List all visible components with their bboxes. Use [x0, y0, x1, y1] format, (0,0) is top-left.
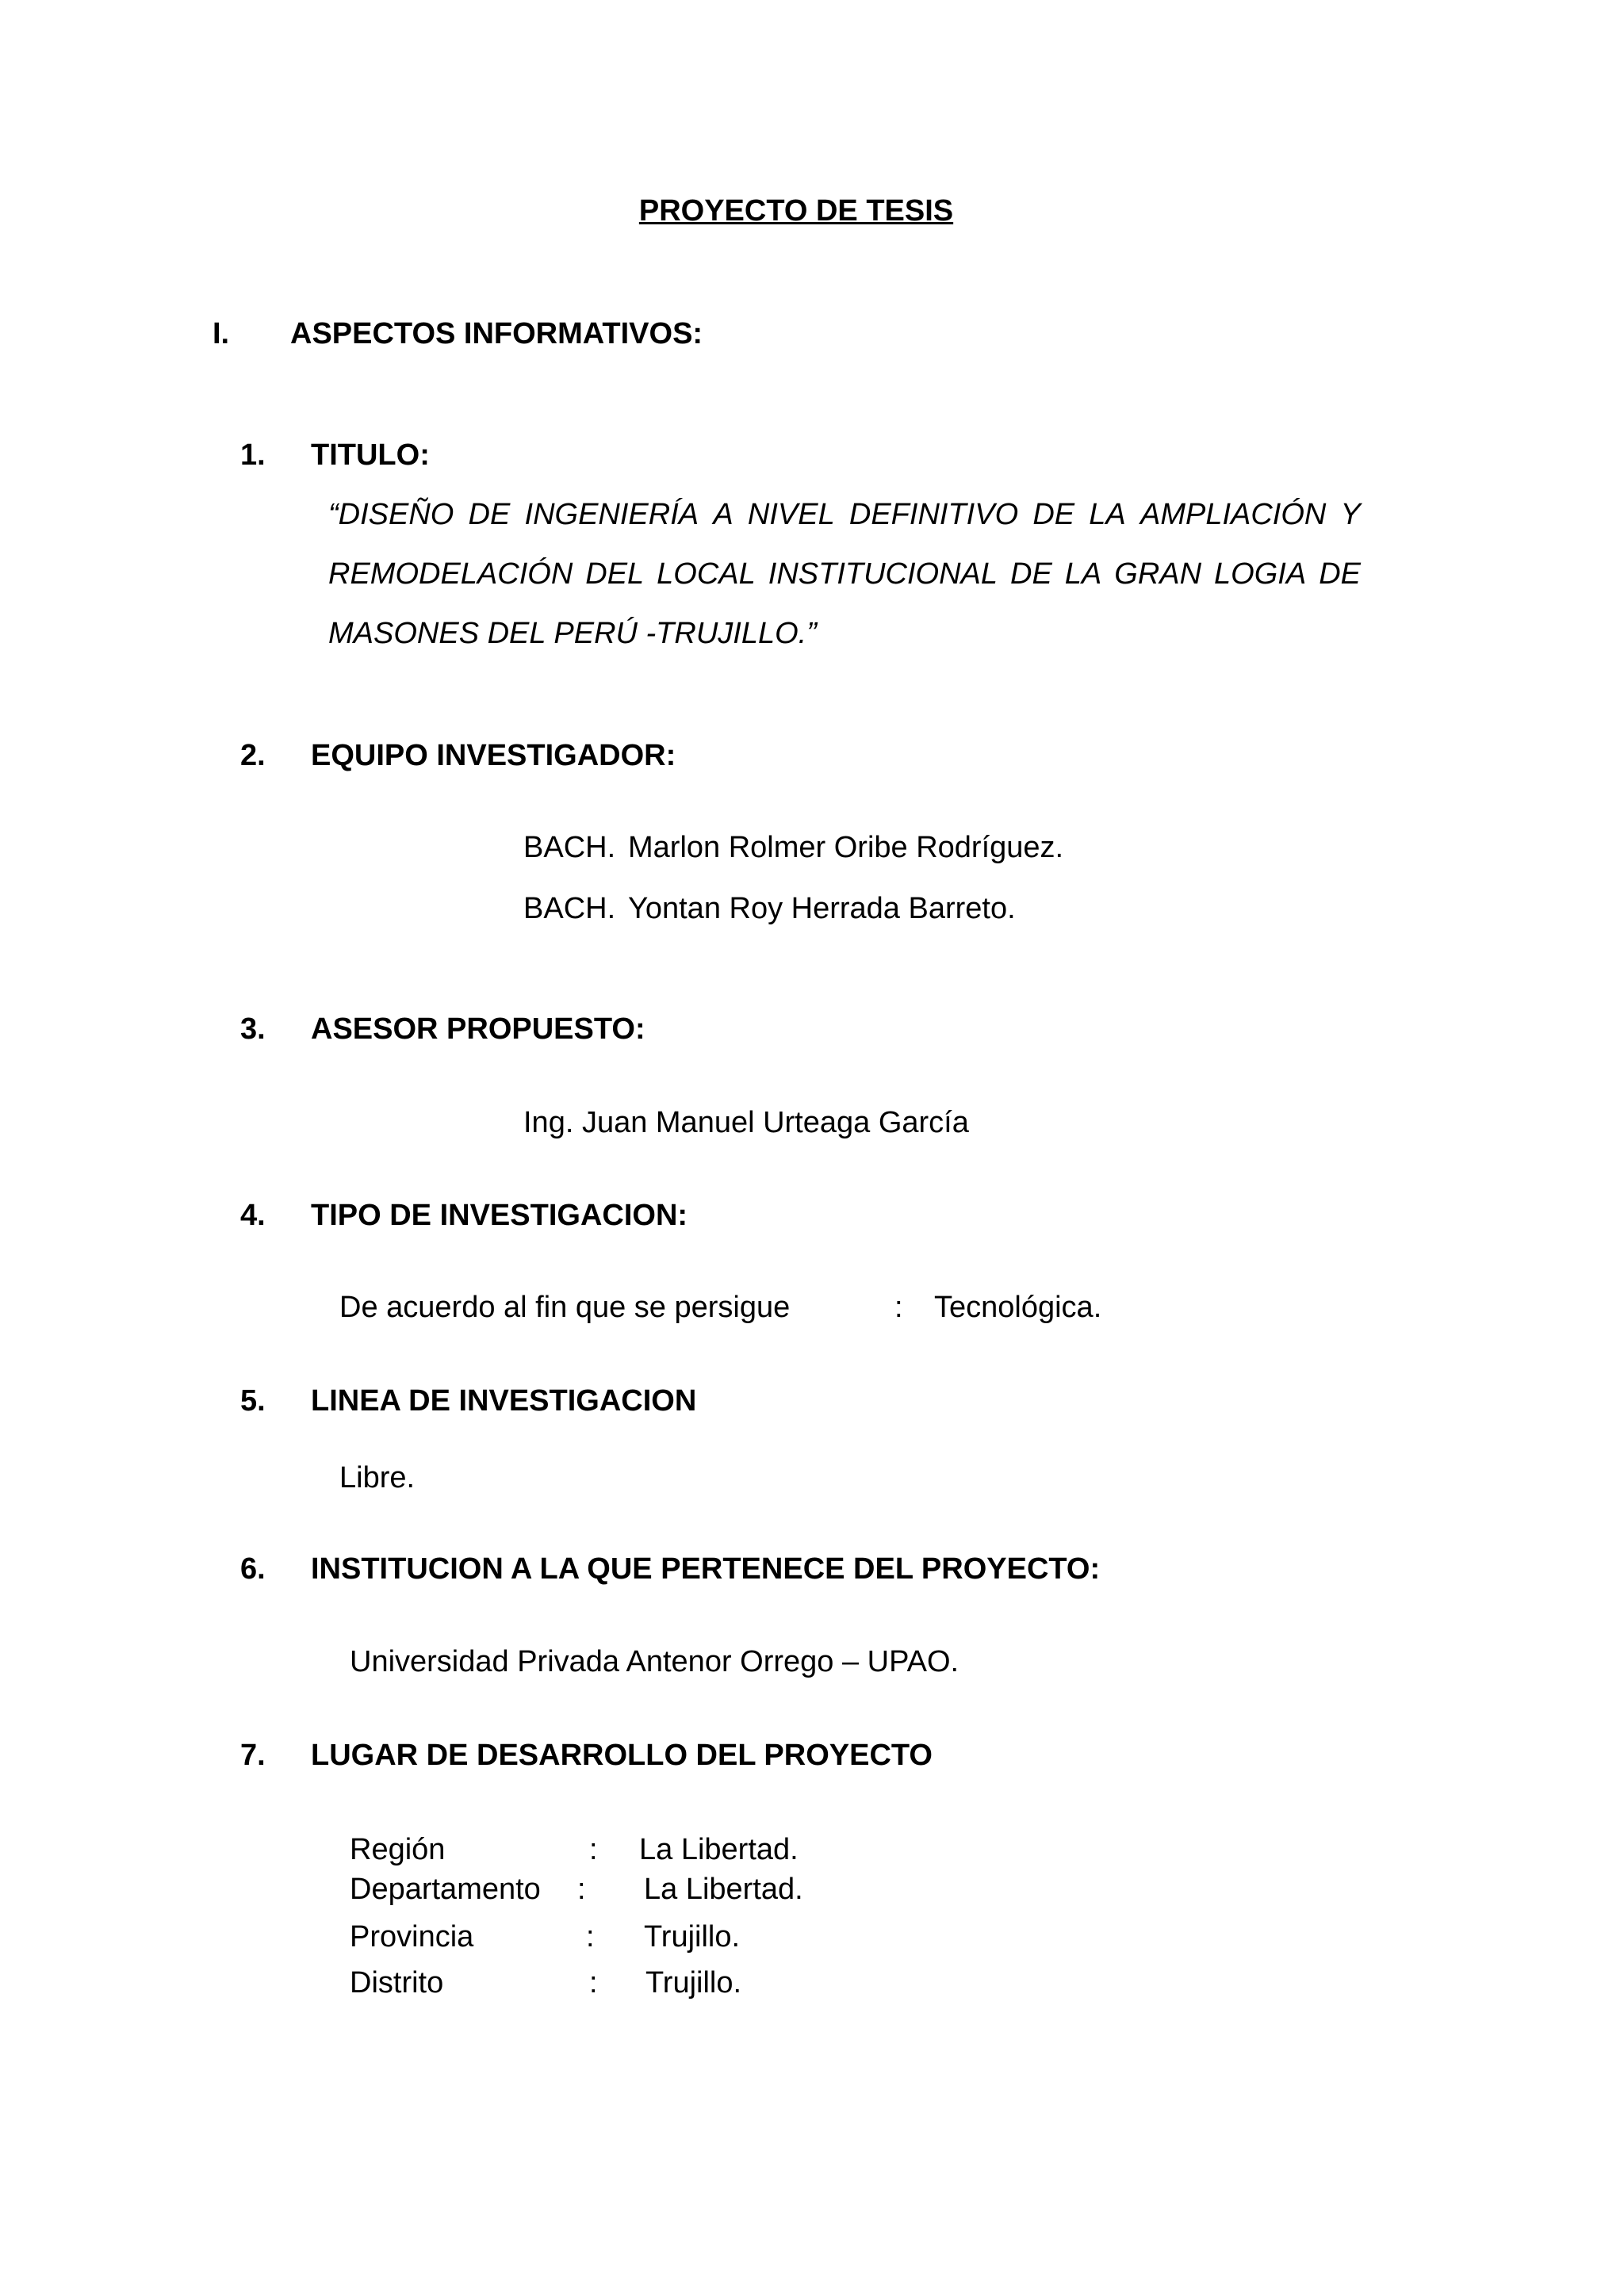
item-heading-lugar: LUGAR DE DESARROLLO DEL PROYECTO [311, 1739, 933, 1772]
section-numeral: I. [213, 317, 230, 350]
thesis-title-line-1 [328, 498, 1361, 532]
team-prefix: BACH. [523, 831, 616, 864]
document-title: PROYECTO DE TESIS [638, 194, 954, 228]
team-member-name: Yontan Roy Herrada Barreto. [628, 892, 1016, 925]
title-word: LA [1064, 557, 1102, 591]
research-type-label: De acuerdo al fin que se persigue [339, 1291, 791, 1324]
location-value: Trujillo. [645, 1966, 742, 1999]
title-word: LOCAL [657, 557, 756, 591]
location-value: La Libertad. [639, 1833, 799, 1866]
section-heading: ASPECTOS INFORMATIVOS: [290, 317, 703, 350]
item-heading-linea: LINEA DE INVESTIGACION [311, 1384, 697, 1418]
location-label: Región [350, 1833, 446, 1866]
thesis-title-line-3: MASONES DEL PERÚ -TRUJILLO.” [328, 617, 817, 650]
research-type-separator: : [894, 1291, 903, 1324]
location-value: La Libertad. [644, 1873, 803, 1906]
item-number-7: 7. [240, 1739, 266, 1772]
thesis-title-line-2 [328, 557, 1361, 591]
location-separator: : [589, 1833, 598, 1866]
item-number-4: 4. [240, 1199, 266, 1232]
item-heading-equipo: EQUIPO INVESTIGADOR: [311, 739, 676, 772]
title-word: DE [1010, 557, 1052, 591]
location-label: Distrito [350, 1966, 444, 1999]
location-label: Departamento [350, 1873, 541, 1906]
advisor-name: Ing. Juan Manuel Urteaga García [523, 1106, 969, 1139]
item-heading-tipo: TIPO DE INVESTIGACION: [311, 1199, 688, 1232]
location-separator: : [586, 1920, 595, 1954]
title-word: DEFINITIVO [848, 498, 1019, 531]
location-separator: : [589, 1966, 598, 1999]
title-word: DEL [585, 557, 645, 591]
team-prefix: BACH. [523, 892, 616, 925]
item-number-2: 2. [240, 739, 266, 772]
item-heading-institucion: INSTITUCION A LA QUE PERTENECE DEL PROYECTO: [311, 1552, 1101, 1586]
title-word: LOGIA [1214, 557, 1307, 591]
title-word: NIVEL [747, 498, 835, 531]
team-member-name: Marlon Rolmer Oribe Rodríguez. [628, 831, 1064, 864]
title-word: DE [1319, 557, 1361, 591]
research-type-value: Tecnológica. [934, 1291, 1102, 1324]
title-word: GRAN [1114, 557, 1202, 591]
item-number-6: 6. [240, 1552, 266, 1586]
institution-name: Universidad Privada Antenor Orrego – UPAO. [350, 1645, 959, 1678]
item-number-1: 1. [240, 438, 266, 472]
research-line-value: Libre. [339, 1461, 416, 1494]
location-label: Provincia [350, 1920, 474, 1954]
title-word: DE [468, 498, 511, 531]
item-heading-titulo: TITULO: [311, 438, 430, 472]
location-value: Trujillo. [644, 1920, 741, 1954]
title-word: DE [1032, 498, 1075, 531]
title-word: INGENIERÍA [524, 498, 699, 531]
title-word: REMODELACIÓN [328, 557, 573, 591]
title-word: INSTITUCIONAL [768, 557, 998, 591]
title-word: AMPLIACIÓN [1139, 498, 1327, 531]
title-word: “DISEÑO [328, 498, 454, 531]
item-heading-asesor: ASESOR PROPUESTO: [311, 1012, 645, 1046]
item-number-3: 3. [240, 1012, 266, 1046]
item-number-5: 5. [240, 1384, 266, 1418]
title-word: LA [1089, 498, 1126, 531]
title-word: A [713, 498, 733, 531]
title-word: Y [1340, 498, 1361, 531]
location-separator: : [577, 1873, 586, 1906]
